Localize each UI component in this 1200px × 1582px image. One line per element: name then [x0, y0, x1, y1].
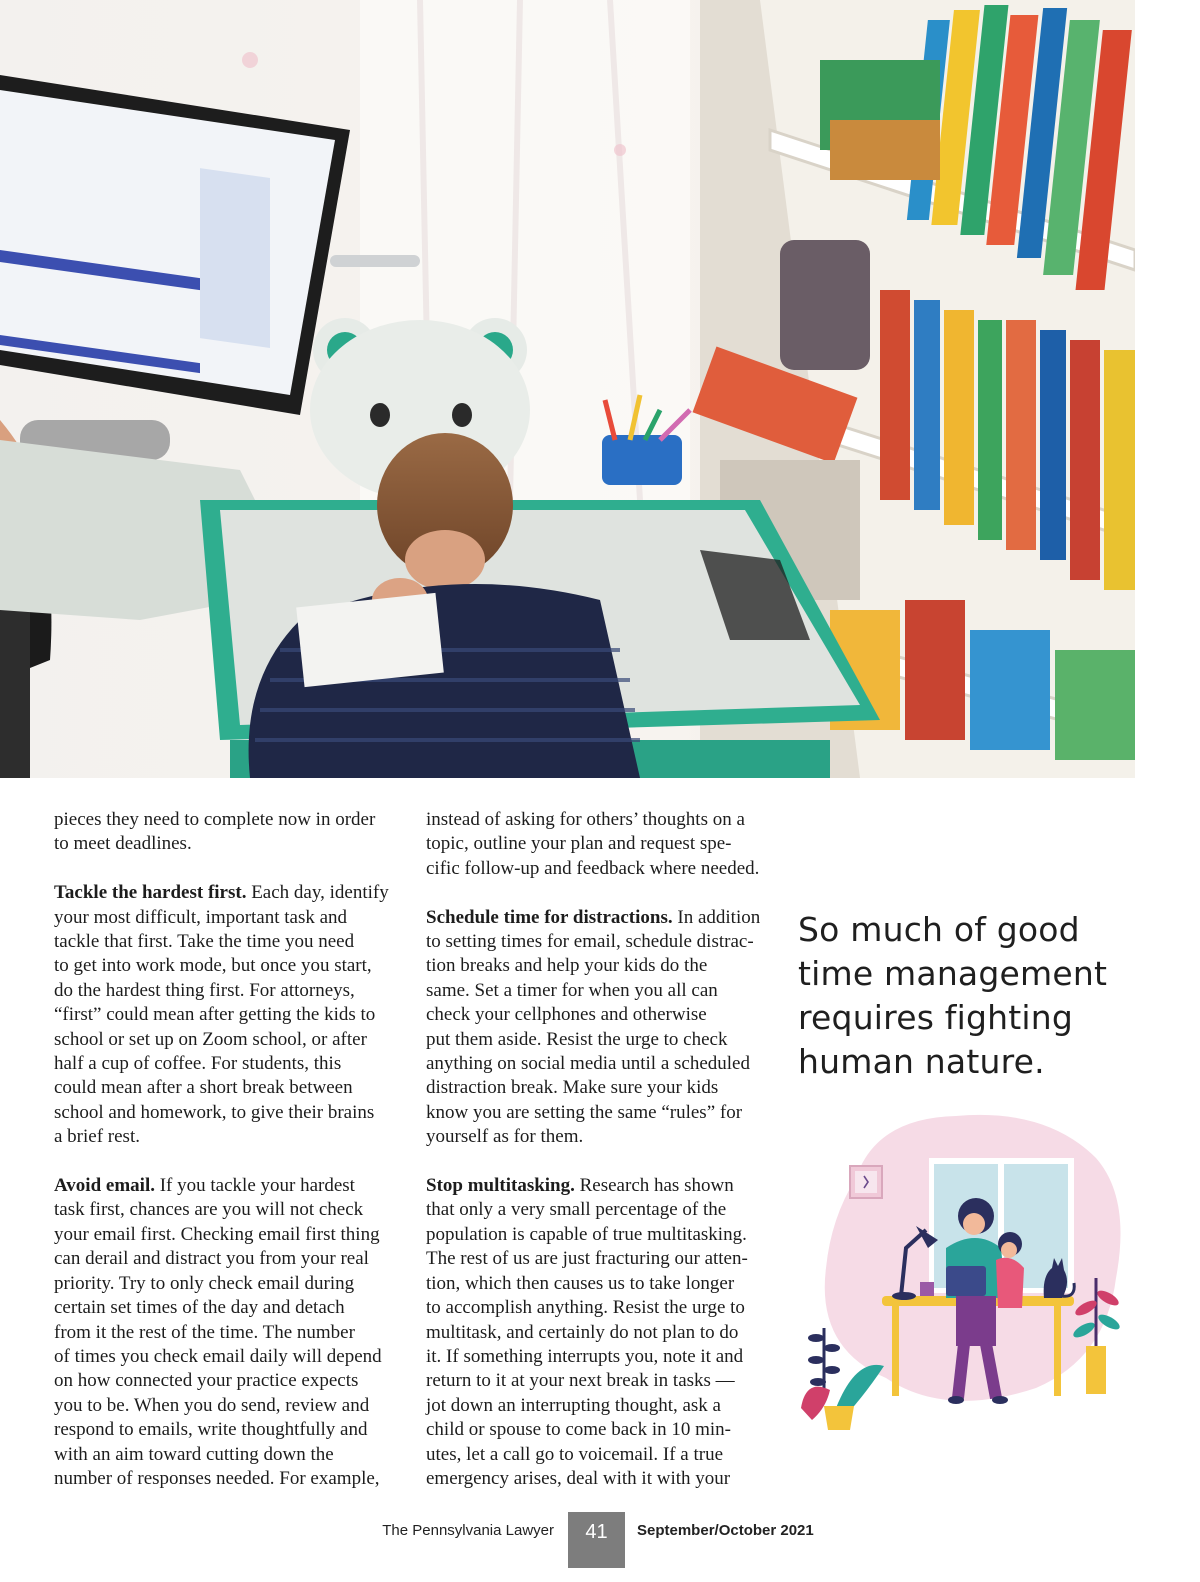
- page-footer: [0, 1512, 1200, 1568]
- text-line: from it the rest of the time. The number: [54, 1321, 355, 1343]
- text-line: put them aside. Resist the urge to check: [426, 1028, 728, 1050]
- paragraph-continuation: [426, 808, 766, 881]
- text-line: population is capable of true multitasking.: [426, 1223, 747, 1245]
- text-line: jot down an interrupting thought, ask a: [426, 1394, 721, 1416]
- text-line: Each day, identify: [246, 882, 389, 904]
- text-line: tion breaks and help your kids do the: [426, 955, 708, 977]
- paragraph-continuation: [54, 808, 388, 857]
- text-line: your email first. Checking email first thing: [54, 1223, 380, 1245]
- text-line: emergency arises, deal with it with your: [426, 1467, 731, 1489]
- text-line: it. If something interrupts you, note it and: [426, 1345, 744, 1367]
- text-line: topic, outline your plan and request spe-: [426, 833, 732, 855]
- pull-quote-line: requires fighting: [798, 998, 1074, 1037]
- pull-quote: [798, 908, 1128, 1084]
- text-line: yourself as for them.: [426, 1126, 584, 1148]
- text-line: your most difficult, important task and: [54, 906, 348, 928]
- home-office-scene: [0, 0, 1135, 778]
- text-line: could mean after a short break between: [54, 1077, 353, 1099]
- text-line: same. Set a timer for when you all can: [426, 979, 718, 1001]
- text-line: check your cellphones and otherwise: [426, 1004, 707, 1026]
- text-line: “first” could mean after getting the kids to: [54, 1004, 376, 1026]
- text-line: can derail and distract you from your real: [54, 1248, 369, 1270]
- text-line: In addition: [672, 906, 761, 928]
- text-line: respond to emails, write thoughtfully and: [54, 1419, 368, 1441]
- pull-quote-line: time management: [798, 954, 1108, 993]
- text-line: school or set up on Zoom school, or after: [54, 1028, 367, 1050]
- text-line: tackle that first. Take the time you need: [54, 931, 355, 953]
- issue-date: September/October 2021: [637, 1522, 814, 1539]
- text-line: to meet deadlines.: [54, 833, 192, 855]
- paragraph-avoid-email: [54, 1174, 388, 1491]
- text-line: with an aim toward cutting down the: [54, 1443, 334, 1465]
- text-line: distraction break. Make sure your kids: [426, 1077, 719, 1099]
- text-line: utes, let a call go to voicemail. If a true: [426, 1443, 724, 1465]
- paragraph-lead-heading: Stop multitasking.: [426, 1175, 575, 1197]
- paragraph-tackle-hardest-first: [54, 881, 388, 1149]
- text-line: of times you check email daily will depend: [54, 1345, 382, 1367]
- text-line: cific follow-up and feedback where needed.: [426, 857, 760, 879]
- text-line: return to it at your next break in tasks —: [426, 1370, 735, 1392]
- text-line: The rest of us are just fracturing our atten-: [426, 1248, 748, 1270]
- text-line: to setting times for email, schedule distrac-: [426, 931, 754, 953]
- text-line: If you tackle your hardest: [154, 1175, 355, 1197]
- text-line: on how connected your practice expects: [54, 1370, 359, 1392]
- publication-name: The Pennsylvania Lawyer: [382, 1522, 554, 1539]
- text-line: a brief rest.: [54, 1126, 140, 1148]
- text-line: number of responses needed. For example,: [54, 1467, 380, 1489]
- text-line: you to be. When you do send, review and: [54, 1394, 370, 1416]
- text-line: know you are setting the same “rules” for: [426, 1101, 743, 1123]
- text-line: instead of asking for others’ thoughts on a: [426, 809, 745, 830]
- text-line: school and homework, to give their brains: [54, 1101, 375, 1123]
- paragraph-stop-multitasking: [426, 1174, 766, 1491]
- paragraph-lead-heading: Tackle the hardest first.: [54, 882, 247, 904]
- mother-child-working-illustration: [796, 1108, 1131, 1440]
- text-line: that only a very small percentage of the: [426, 1199, 727, 1221]
- work-from-home-icon: [796, 1108, 1131, 1440]
- hero-photo: [0, 0, 1135, 778]
- page-number: 41: [568, 1512, 625, 1568]
- paragraph-lead-heading: Avoid email.: [54, 1175, 155, 1197]
- text-line: to get into work mode, but once you start,: [54, 955, 372, 977]
- text-column-2: [426, 808, 766, 1516]
- text-line: tion, which then causes us to take longer: [426, 1272, 735, 1294]
- pull-quote-line: So much of good: [798, 910, 1080, 949]
- text-line: multitask, and certainly do not plan to do: [426, 1321, 739, 1343]
- text-line: Research has shown: [574, 1175, 734, 1197]
- text-line: task first, chances are you will not check: [54, 1199, 364, 1221]
- pull-quote-line: human nature.: [798, 1042, 1045, 1081]
- text-column-1: [54, 808, 388, 1516]
- text-line: half a cup of coffee. For students, this: [54, 1053, 342, 1075]
- text-line: pieces they need to complete now in order: [54, 809, 376, 830]
- paragraph-schedule-distractions: [426, 906, 766, 1150]
- text-line: anything on social media until a scheduled: [426, 1053, 750, 1075]
- text-line: priority. Try to only check email during: [54, 1272, 355, 1294]
- text-line: certain set times of the day and detach: [54, 1297, 345, 1319]
- text-line: child or spouse to come back in 10 min-: [426, 1419, 731, 1441]
- paragraph-lead-heading: Schedule time for distractions.: [426, 906, 673, 928]
- text-line: do the hardest thing first. For attorneys,: [54, 979, 355, 1001]
- text-line: to accomplish anything. Resist the urge to: [426, 1297, 745, 1319]
